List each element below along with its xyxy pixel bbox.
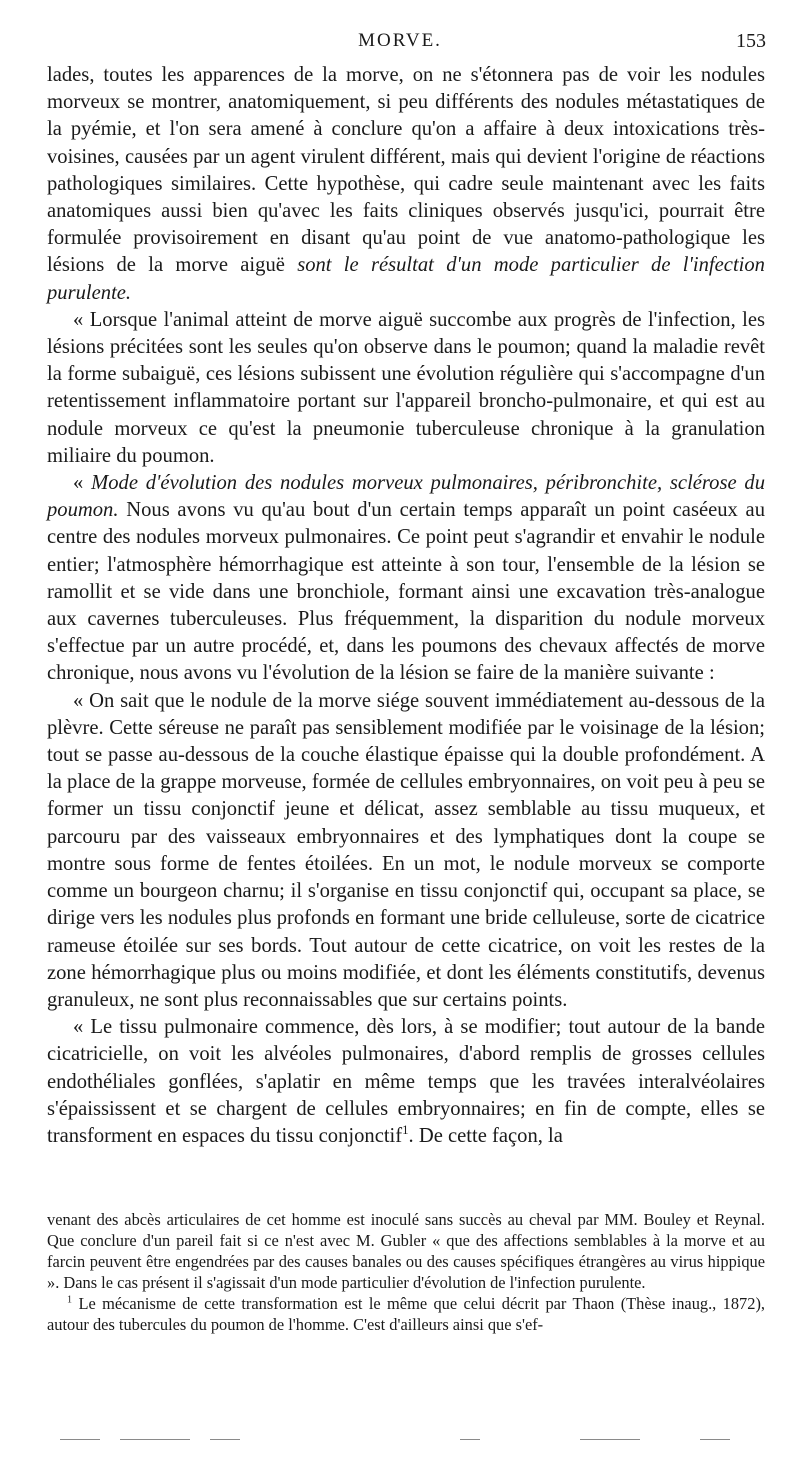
paragraph-1-text: lades, toutes les apparences de la morve, on ne s'étonnera pas de voir les nodules morveux se montrer, anatomiquement, si peu différents des nodules métastatiques de la pyémie, et l'on sera amené à conclure qu'on a affaire à deux intoxications très-voisines, causées par un agent virulent différent, mais qui devient l'origine de réactions pathologiques similaires. Cette hypothèse, qui cadre seule maintenant avec les faits anatomiques aussi bien qu'avec les faits cliniques observés jusqu'ici, pourrait être formulée provisoirement en disant qu'au point de vue anatomo-pathologique les lésions de la morve aiguë [47, 64, 765, 277]
scan-mark [120, 1439, 190, 1440]
paragraph-3-quote-mark: « [73, 472, 92, 495]
footnote-1-marker: 1 [67, 1294, 73, 1306]
scan-mark [210, 1439, 240, 1440]
paragraph-5-tail: . De cette façon, la [408, 1124, 563, 1147]
scan-mark [60, 1439, 100, 1440]
section-heading-italic: Mode d'évolution des nodules morveux pulmonaires, péribronchite, sclérose du poumon. [47, 472, 765, 522]
footnotes [47, 1209, 765, 1335]
paragraph-1 [47, 62, 765, 307]
footnote-1-text: Le mécanisme de cette transformation est le même que celui décrit par Thaon (Thèse inaug., 1872), autour des tubercules du poumon de l'homme. C'est d'ailleurs ainsi que s'ef- [47, 1294, 765, 1334]
scan-mark [580, 1439, 640, 1440]
scan-mark [700, 1439, 730, 1440]
paragraph-2: « Lorsque l'animal atteint de morve aiguë succombe aux progrès de l'infection, les lésions précitées sont les seules qu'on observe dans le poumon; quand la maladie revêt la forme subaiguë, ces lésions subissent une évolution régulière qui s'accompagne d'un retentissement inflammatoire portant sur l'appareil broncho-pulmonaire, et qui est au nodule morveux ce qu'est la pneumonie tuberculeuse chronique à la granulation miliaire du poumon. [47, 308, 765, 467]
body-text [47, 62, 765, 1150]
paragraph-5-text: « Le tissu pulmonaire commence, dès lors, à se modifier; tout autour de la bande cicatricielle, on voit les alvéoles pulmonaires, d'abord remplis de grosses cellules endothéliales gonflées, s'aplatir en même temps que les travées interalvéolaires s'épaississent et se chargent de cellules embryonnaires; en fin de compte, elles se transforment en espaces du tissu conjonctif [47, 1016, 765, 1147]
scan-artifact-marks [60, 1436, 750, 1444]
paragraph-3 [47, 470, 765, 688]
paragraph-4: « On sait que le nodule de la morve siége souvent immédiatement au-dessous de la plèvre. Cette séreuse ne paraît pas sensiblement modifiée par le voisinage de la lésion; tout se passe au-dessous de la couche élastique épaisse qui la double profondément. A la place de la grappe morveuse, formée de cellules embryonnaires, on voit peu à peu se former un tissu conjonctif jeune et délicat, assez semblable au tissu muqueux, et parcouru par des vaisseaux embryonnaires et des lymphatiques dont la coupe se montre sous forme de fentes étoilées. En un mot, le nodule morveux se comporte comme un bourgeon charnu; il s'organise en tissu conjonctif qui, occupant sa place, se dirige vers les nodules plus profonds en formant une bride celluleuse, sorte de cicatrice rameuse étoilée sur ses bords. Tout autour de cette cicatrice, on voit les restes de la zone hémorrhagique plus ou moins modifiée, et dont les éléments constitutifs, devenus granuleux, ne sont plus reconnaissables que sur certains points. [47, 689, 765, 1011]
paragraph-5 [47, 1014, 765, 1150]
running-title: MORVE. [358, 30, 442, 51]
scan-mark [460, 1439, 480, 1440]
footnote-continuation: venant des abcès articulaires de cet homme est inoculé sans succès au cheval par MM. Bouley et Reynal. Que conclure d'un pareil fait si ce n'est avec M. Gubler « que des affections semblables à la morve et au farcin peuvent être engendrées par des causes banales ou des causes spécifiques étrangères au virus hippique ». Dans le cas présent il s'agissait d'un mode particulier d'évolution de l'infection purulente. [47, 1210, 765, 1292]
paragraph-3-text: Nous avons vu qu'au bout d'un certain temps apparaît un point caséeux au centre des nodules morveux pulmonaires. Ce point peut s'agrandir et envahir le nodule entier; l'atmosphère hémorrhagique est atteinte à son tour, l'ensemble de la lésion se ramollit et se vide dans une bronchiole, formant ainsi une excavation très-analogue aux cavernes tuberculeuses. Plus fréquemment, la disparition du nodule morveux s'effectue par un autre procédé, et, dans les poumons des chevaux affectés de morve chronique, nous avons vu l'évolution de la lésion se faire de la manière suivante : [47, 499, 765, 685]
page-number: 153 [736, 30, 766, 52]
footnote-1 [47, 1293, 765, 1335]
footnote-reference: 1 [402, 1123, 409, 1138]
paragraph-1-emphasis: sont le résultat d'un mode particulier de l'infection purulente. [47, 254, 765, 304]
running-head [0, 30, 800, 54]
